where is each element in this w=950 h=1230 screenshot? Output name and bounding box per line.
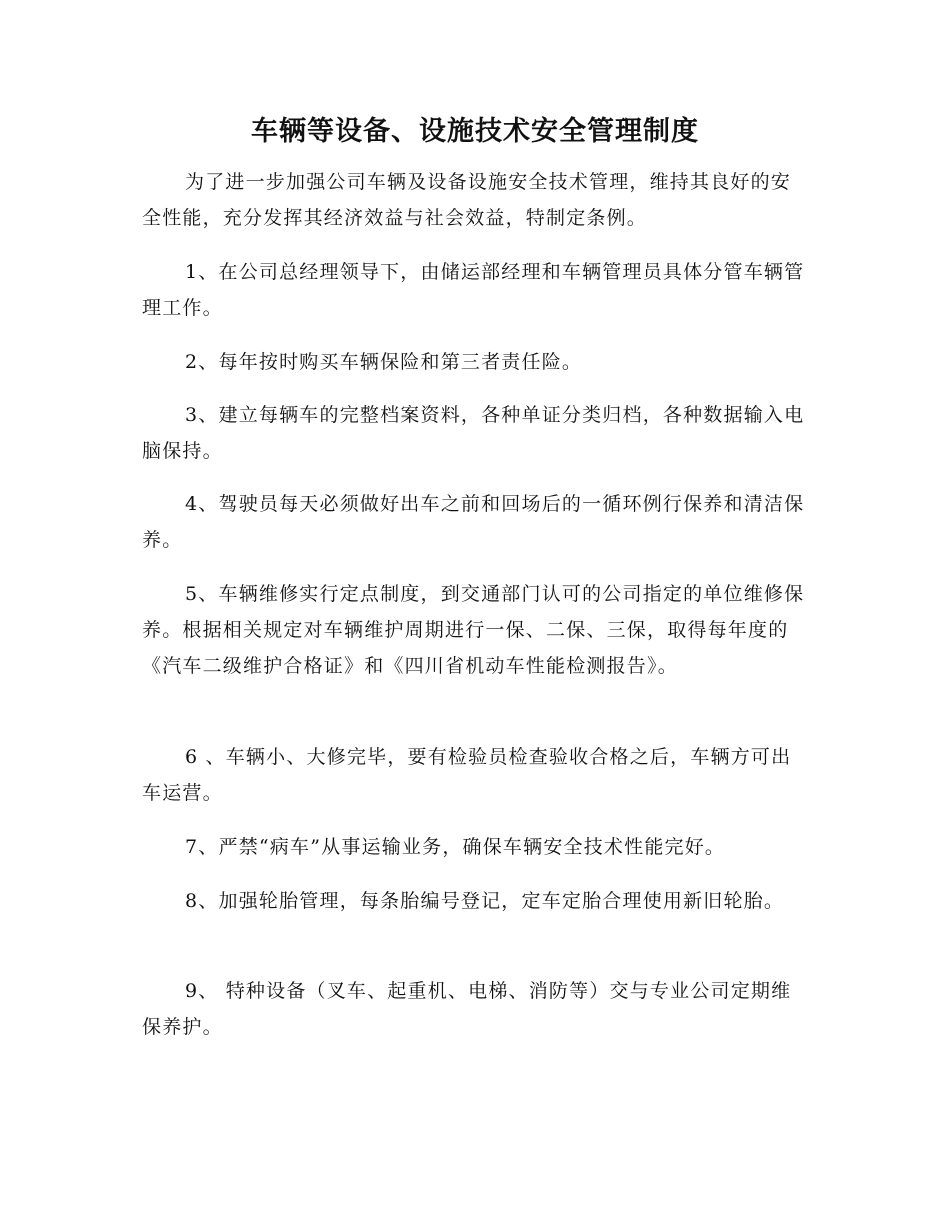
rule-item-2: 2、每年按时购买车辆保险和第三者责任险。 (185, 351, 583, 373)
rule-item-8: 8、加强轮胎管理，每条胎编号登记，定车定胎合理使用新旧轮胎。 (185, 890, 785, 912)
rule-item-9: 9、 特种设备（叉车、起重机、电梯、消防等）交与专业公司定期维保养护。 (142, 980, 792, 1038)
intro-paragraph: 为了进一步加强公司车辆及设备设施安全技术管理，维持其良好的安全性能，充分发挥其经济效益与社会效益，特制定条例。 (142, 171, 792, 229)
rule-item-4: 4、驾驶员每天必须做好出车之前和回场后的一循环例行保养和清洁保养。 (142, 493, 805, 551)
document-title: 车辆等设备、设施技术安全管理制度 (251, 116, 699, 147)
rule-item-5: 5、车辆维修实行定点制度，到交通部门认可的公司指定的单位维修保养。根据相关规定对车辆维护周期进行一保、二保、三保，取得每年度的《汽车二级维护合格证》和《四川省机动车性能检测报告》。 (142, 583, 805, 677)
rule-item-1: 1、在公司总经理领导下，由储运部经理和车辆管理员具体分管车辆管理工作。 (142, 261, 805, 319)
rule-item-6: 6 、车辆小、大修完毕，要有检验员检查验收合格之后，车辆方可出车运营。 (142, 746, 792, 804)
rule-item-7: 7、严禁“病车”从事运输业务，确保车辆安全技术性能完好。 (185, 836, 726, 858)
rule-item-3: 3、建立每辆车的完整档案资料，各种单证分类归档，各种数据输入电脑保持。 (142, 404, 805, 462)
